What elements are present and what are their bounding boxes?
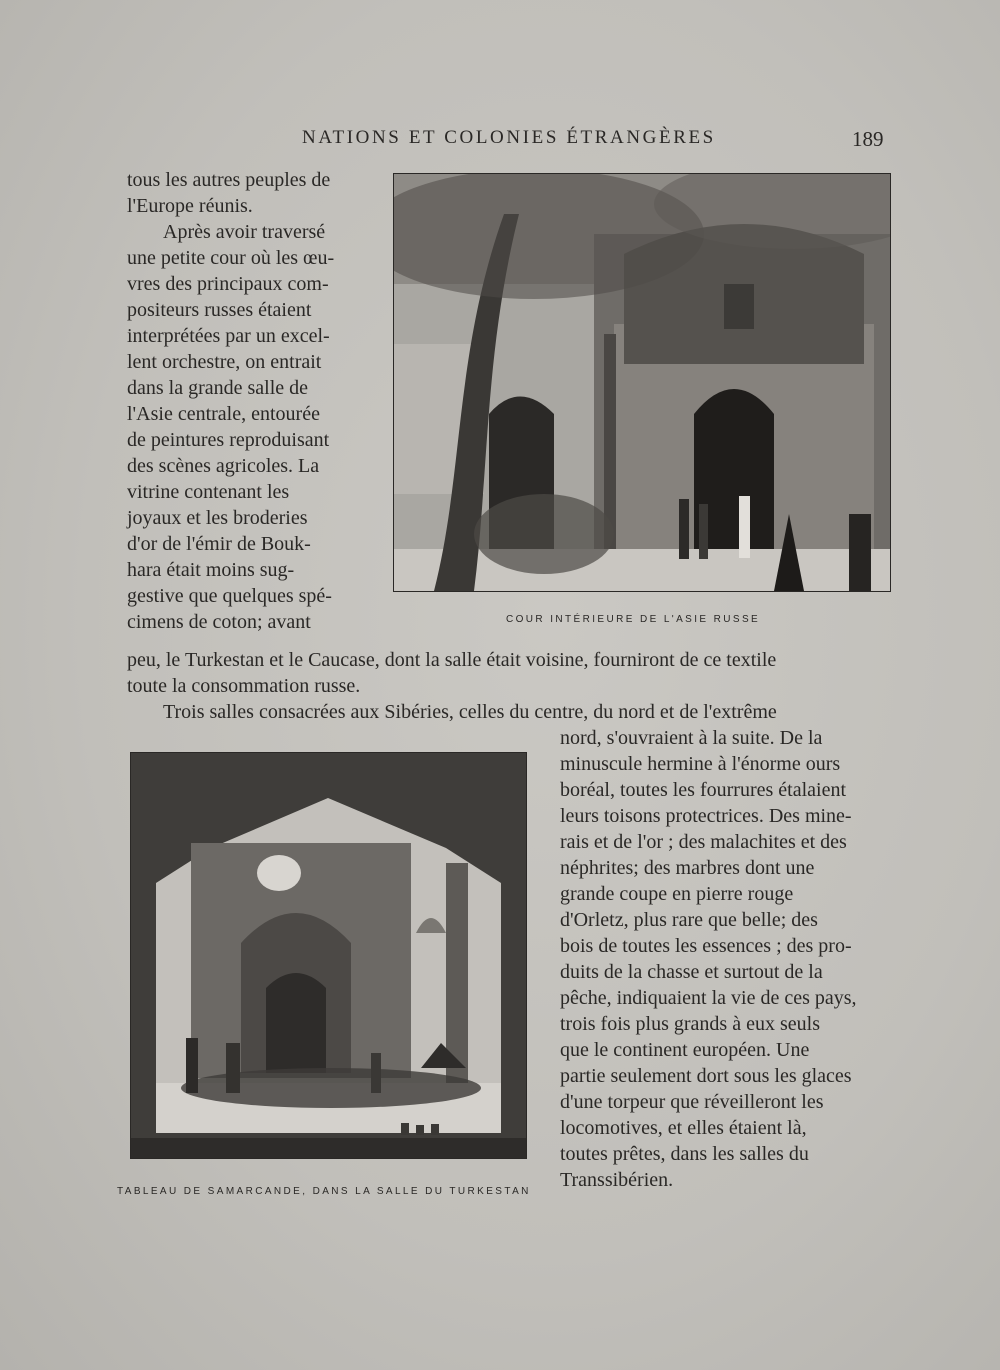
text-line: interprétées par un excel- xyxy=(127,325,330,347)
text-line: leurs toisons protectrices. Des mine- xyxy=(560,805,852,827)
text-line: une petite cour où les œu- xyxy=(127,247,335,269)
text-line: partie seulement dort sous les glaces xyxy=(560,1065,852,1087)
text-line: joyaux et les broderies xyxy=(127,507,308,529)
text-line: de peintures reproduisant xyxy=(127,429,330,451)
text-line: toute la consommation russe. xyxy=(127,675,361,697)
text-line: lent orchestre, on entrait xyxy=(127,351,322,373)
text-line: nord, s'ouvraient à la suite. De la xyxy=(560,727,823,749)
text-line: locomotives, et elles étaient là, xyxy=(560,1117,807,1139)
page-number: 189 xyxy=(852,127,884,151)
text-line: grande coupe en pierre rouge xyxy=(560,883,794,905)
text-line: que le continent européen. Une xyxy=(560,1039,810,1061)
text-line: boréal, toutes les fourrures étalaient xyxy=(560,779,846,801)
text-line: l'Europe réunis. xyxy=(127,195,253,217)
text-line: d'une torpeur que réveilleront les xyxy=(560,1091,824,1113)
text-line: l'Asie centrale, entourée xyxy=(127,403,320,425)
text-line: rais et de l'or ; des malachites et des xyxy=(560,831,847,853)
text-line: positeurs russes étaient xyxy=(127,299,312,321)
text-line: minuscule hermine à l'énorme ours xyxy=(560,753,841,775)
text-line: néphrites; des marbres dont une xyxy=(560,857,815,879)
text-line: bois de toutes les essences ; des pro- xyxy=(560,935,852,957)
text-line: des scènes agricoles. La xyxy=(127,455,320,477)
text-line: hara était moins sug- xyxy=(127,559,295,581)
text-line: trois fois plus grands à eux seuls xyxy=(560,1013,820,1035)
text-line: Transsibérien. xyxy=(560,1169,674,1191)
text-line: Trois salles consacrées aux Sibéries, celles du centre, du nord et de l'extrême xyxy=(163,701,777,723)
text-line: duits de la chasse et surtout de la xyxy=(560,961,823,983)
samarkand-engraving xyxy=(131,753,526,1158)
text-line: d'Orletz, plus rare que belle; des xyxy=(560,909,818,931)
figure-caption-bottom: TABLEAU DE SAMARCANDE, DANS LA SALLE DU TURKESTAN xyxy=(117,1186,531,1197)
text-line: d'or de l'émir de Bouk- xyxy=(127,533,311,555)
figure-tableau-samarcande xyxy=(130,752,527,1159)
text-line: peu, le Turkestan et le Caucase, dont la salle était voisine, fourniront de ce textile xyxy=(127,649,777,671)
figure-cour-interieure xyxy=(393,173,891,592)
courtyard-engraving xyxy=(394,174,890,591)
figure-caption-top: COUR INTÉRIEURE DE L'ASIE RUSSE xyxy=(506,614,761,625)
text-line: vitrine contenant les xyxy=(127,481,290,503)
text-line: gestive que quelques spé- xyxy=(127,585,332,607)
text-line: tous les autres peuples de xyxy=(127,169,331,191)
text-line: toutes prêtes, dans les salles du xyxy=(560,1143,809,1165)
text-line: pêche, indiquaient la vie de ces pays, xyxy=(560,987,857,1009)
text-line: dans la grande salle de xyxy=(127,377,309,399)
text-line: vres des principaux com- xyxy=(127,273,329,295)
text-line: cimens de coton; avant xyxy=(127,611,311,633)
running-title: NATIONS ET COLONIES ÉTRANGÈRES xyxy=(302,127,716,148)
text-line: Après avoir traversé xyxy=(163,221,326,243)
